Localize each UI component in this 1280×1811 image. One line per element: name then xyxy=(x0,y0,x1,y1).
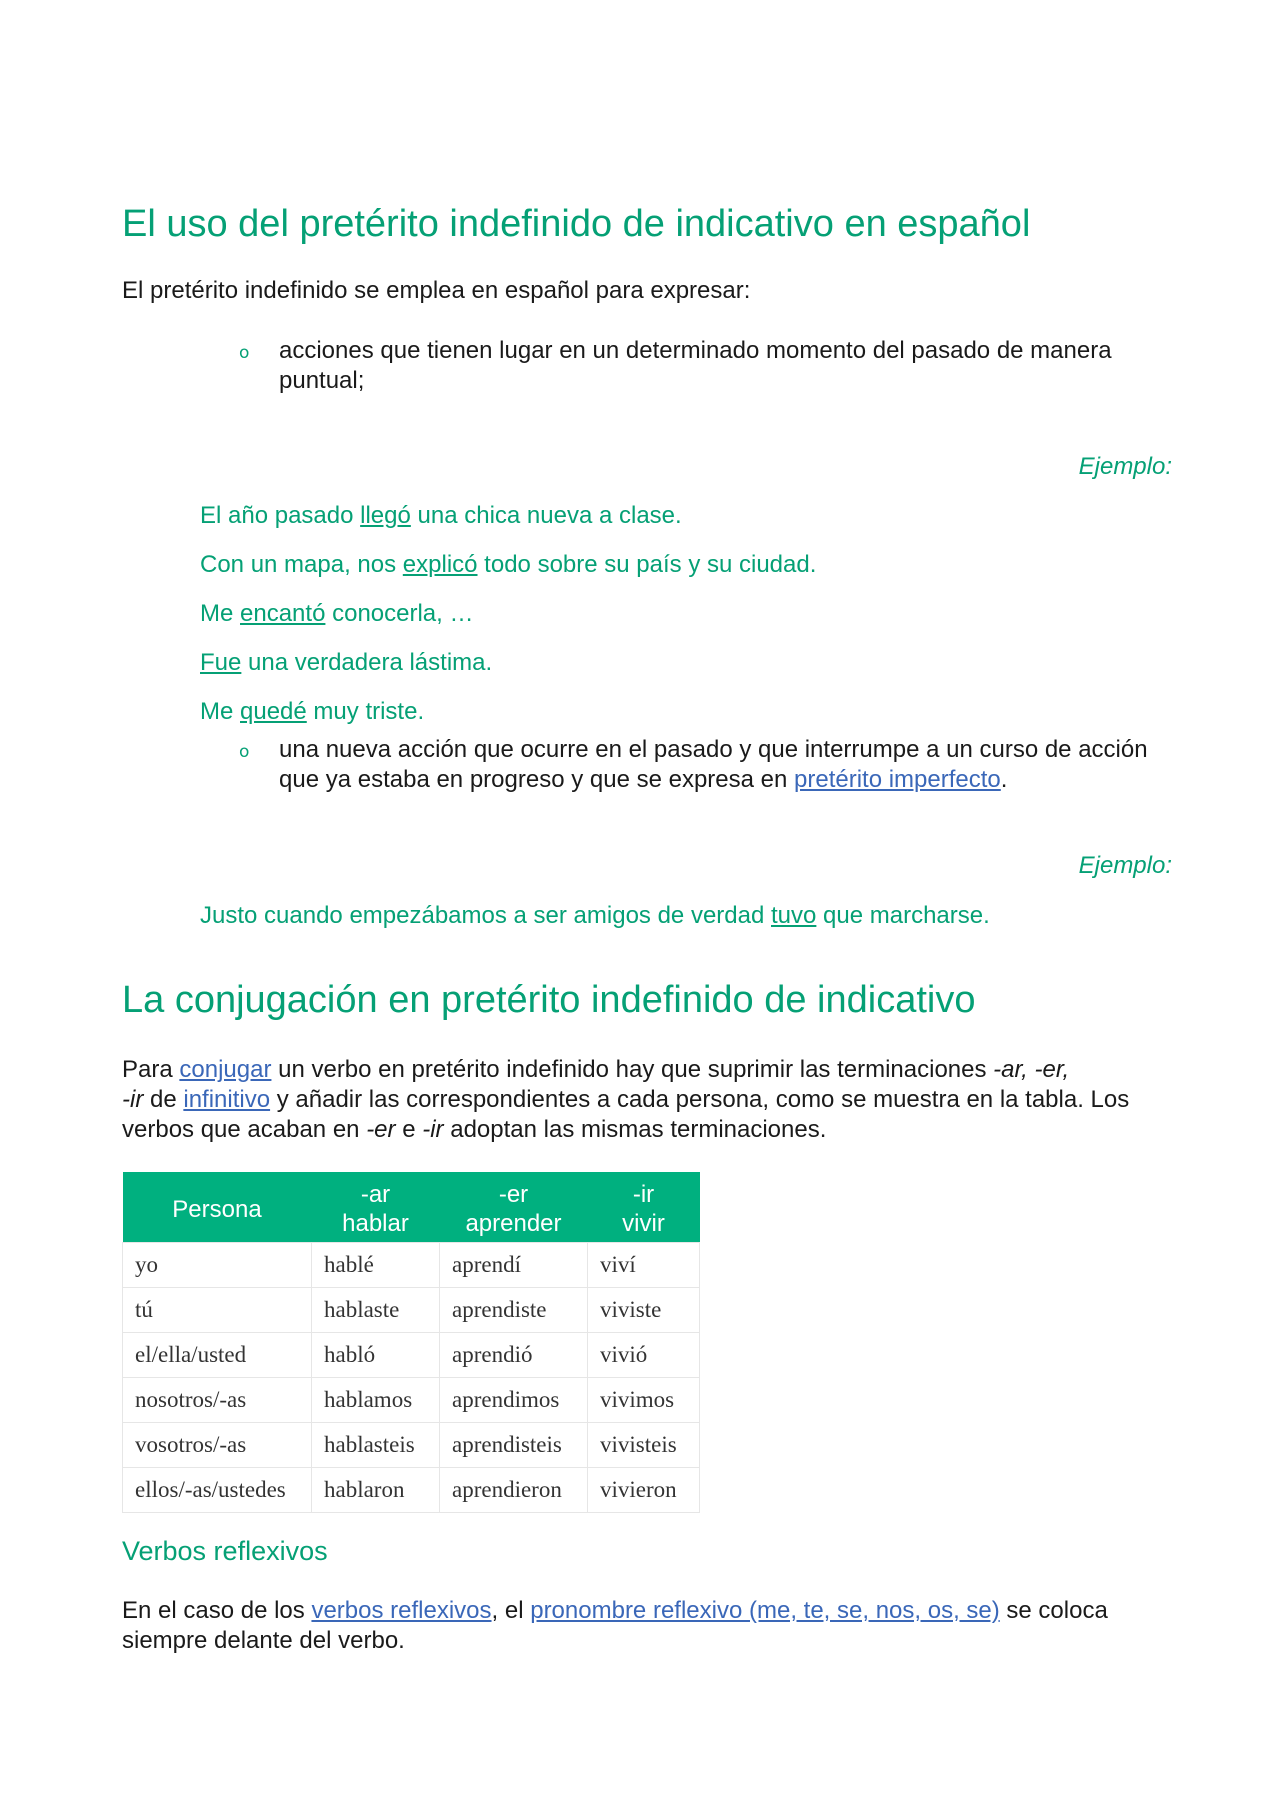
table-cell: yo xyxy=(123,1243,312,1288)
table-cell: vivieron xyxy=(588,1468,700,1513)
link-preterito-imperfecto[interactable]: pretérito imperfecto xyxy=(794,766,1001,793)
table-row xyxy=(123,1423,700,1468)
table-cell: viví xyxy=(588,1243,700,1288)
table-cell: hablaste xyxy=(312,1288,440,1333)
underlined-verb: explicó xyxy=(402,551,478,578)
table-cell: aprendimos xyxy=(440,1378,588,1423)
intro-paragraph: El pretérito indefinido se emplea en español para expresar: xyxy=(122,277,751,304)
section-title-conjugacion: La conjugación en pretérito indefinido de indicativo xyxy=(122,979,976,1021)
table-cell: nosotros/-as xyxy=(123,1378,312,1423)
underlined-verb: encantó xyxy=(240,600,326,627)
table-header-persona: Persona xyxy=(123,1172,312,1243)
table-cell: el/ella/usted xyxy=(123,1333,312,1378)
underlined-verb: llegó xyxy=(360,502,411,529)
bullet-item-2 xyxy=(239,735,1159,795)
table-cell: aprendí xyxy=(440,1243,588,1288)
example-sentence-2: Justo cuando empezábamos a ser amigos de verdad tuvo que marcharse. xyxy=(200,902,990,929)
table-cell: vosotros/-as xyxy=(123,1423,312,1468)
bullet-item-1 xyxy=(239,336,1159,396)
bullet-text-2: una nueva acción que ocurre en el pasado y que interrumpe a un curso de acción que ya estaba en progreso y que se expresa en pretérito imperfecto. xyxy=(279,736,1148,793)
table-cell: tú xyxy=(123,1288,312,1333)
example-sentence: El año pasado llegó una chica nueva a clase. xyxy=(200,502,682,529)
table-cell: viviste xyxy=(588,1288,700,1333)
table-body xyxy=(123,1243,700,1513)
table-row xyxy=(123,1378,700,1423)
table-cell: aprendieron xyxy=(440,1468,588,1513)
link-verbos-reflexivos[interactable]: verbos reflexivos xyxy=(311,1597,492,1624)
underlined-verb: quedé xyxy=(240,698,307,725)
table-cell: aprendió xyxy=(440,1333,588,1378)
table-cell: vivimos xyxy=(588,1378,700,1423)
reflexive-paragraph: En el caso de los verbos reflexivos, el pronombre reflexivo (me, te, se, nos, os, se) se coloca siempre delante del verbo. xyxy=(122,1597,1108,1654)
table-row xyxy=(123,1243,700,1288)
example-label-2: Ejemplo: xyxy=(1078,852,1172,879)
table-cell: hablamos xyxy=(312,1378,440,1423)
table-header-er: -er aprender xyxy=(440,1172,588,1243)
example-sentence: Fue una verdadera lástima. xyxy=(200,649,493,676)
bullet-text-1: acciones que tienen lugar en un determinado momento del pasado de manera puntual; xyxy=(279,337,1112,394)
table-cell: hablaron xyxy=(312,1468,440,1513)
table-header-ar: -ar hablar xyxy=(312,1172,440,1243)
table-cell: ellos/-as/ustedes xyxy=(123,1468,312,1513)
table-header-ir: -ir vivir xyxy=(588,1172,700,1243)
example-sentence: Me quedé muy triste. xyxy=(200,698,425,725)
bullet-circle-icon: o xyxy=(239,742,250,762)
table-cell: vivisteis xyxy=(588,1423,700,1468)
underlined-verb: Fue xyxy=(200,649,242,676)
example-sentence: Con un mapa, nos explicó todo sobre su país y su ciudad. xyxy=(200,551,817,578)
table-cell: hablé xyxy=(312,1243,440,1288)
section-title-reflexivos: Verbos reflexivos xyxy=(122,1536,328,1566)
table-cell: aprendisteis xyxy=(440,1423,588,1468)
link-pronombre-reflexivo[interactable]: pronombre reflexivo (me, te, se, nos, os, se) xyxy=(530,1597,1000,1624)
link-conjugar[interactable]: conjugar xyxy=(179,1056,272,1083)
bullet-circle-icon: o xyxy=(239,343,250,363)
table-row xyxy=(123,1333,700,1378)
table-row xyxy=(123,1468,700,1513)
underlined-verb: tuvo xyxy=(771,902,817,929)
example-label-1: Ejemplo: xyxy=(1078,453,1172,480)
table-row xyxy=(123,1288,700,1333)
table-header-row xyxy=(123,1172,700,1243)
example-sentence: Me encantó conocerla, … xyxy=(200,600,474,627)
conjugation-table xyxy=(122,1172,700,1513)
section-title-uso: El uso del pretérito indefinido de indicativo en español xyxy=(122,203,1031,245)
conjugation-paragraph: Para conjugar un verbo en pretérito indefinido hay que suprimir las terminaciones -ar, -er, -ir de infinitivo y añadir las correspondientes a cada persona, como se muestra en la tabla. Los verbos que acaban en -er e -ir adoptan las mismas terminaciones. xyxy=(122,1056,1130,1143)
table-cell: hablasteis xyxy=(312,1423,440,1468)
link-infinitivo[interactable]: infinitivo xyxy=(183,1086,271,1113)
table-cell: vivió xyxy=(588,1333,700,1378)
table-cell: aprendiste xyxy=(440,1288,588,1333)
table-cell: habló xyxy=(312,1333,440,1378)
